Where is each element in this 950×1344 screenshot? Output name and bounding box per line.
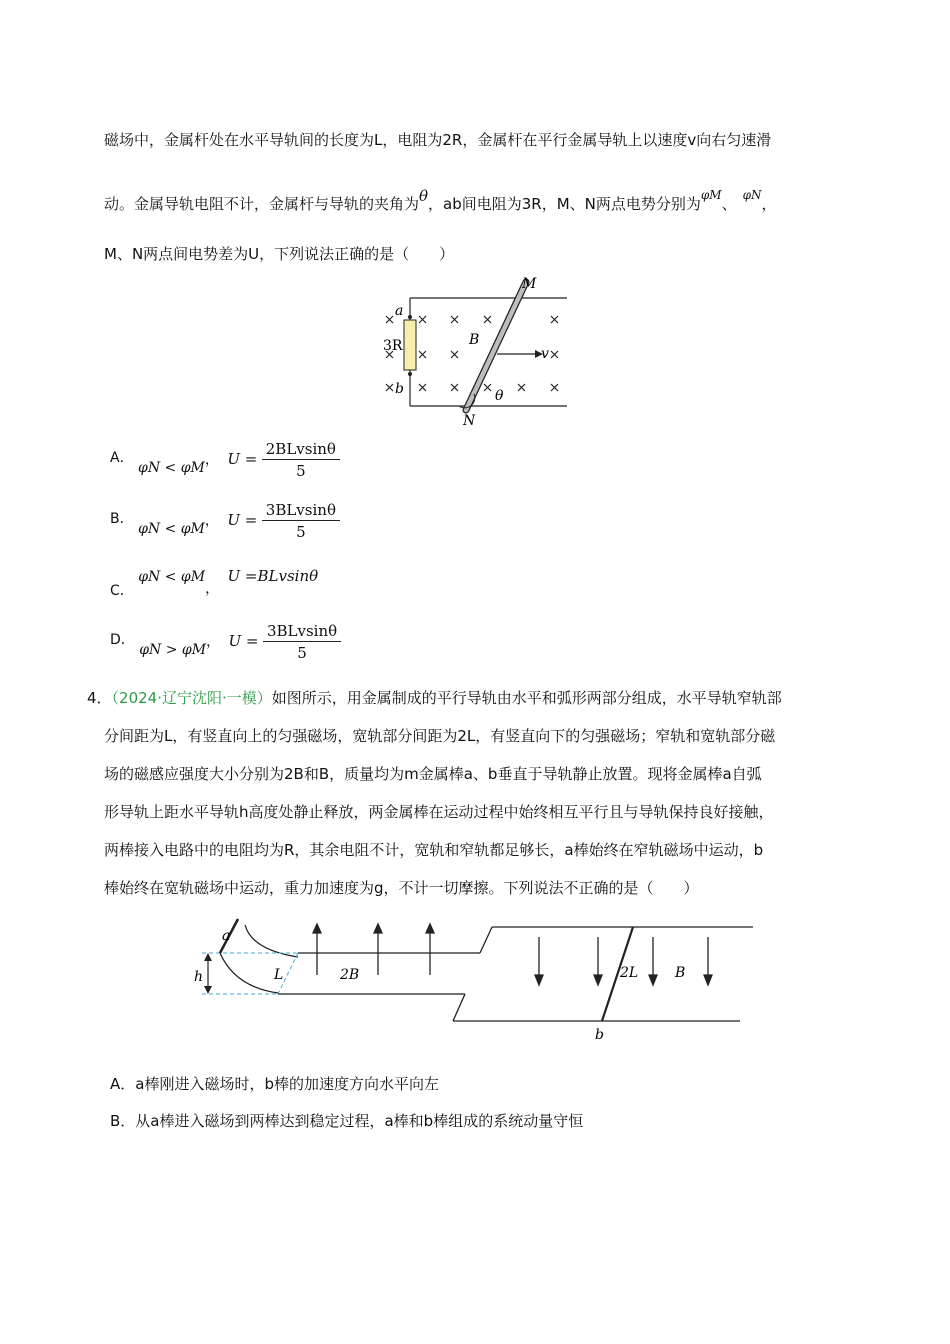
- q4-option-a[interactable]: A．a棒刚进入磁场时，b棒的加速度方向水平向左: [110, 1075, 439, 1093]
- q3-circuit-figure: [375, 270, 575, 430]
- label-B: B: [469, 332, 480, 348]
- q4-line-4: 形导轨上距水平导轨h高度处静止释放，两金属棒在运动过程中始终相互平行且与导轨保持良好接触，: [104, 803, 774, 821]
- q3-line-2: 动。金属导轨电阻不计，金属杆与导轨的夹角为θ，ab间电阻为3R，M、N两点电势分别为$^{\varphi M}$、 $^{\varphi N}$，: [104, 187, 777, 213]
- label-a: a: [222, 928, 231, 944]
- label-theta: θ: [495, 388, 504, 404]
- label-B: B: [675, 965, 686, 981]
- label-M: M: [522, 276, 537, 292]
- question-number: 4．: [87, 689, 112, 707]
- q3-option-d[interactable]: D． φN > φM， U = $\frac{\text{3BLvsinθ}}{5}$: [110, 622, 341, 662]
- q4-line-5: 两棒接入电路中的电阻均为R，其余电阻不计，宽轨和窄轨都足够长，a棒始终在窄轨磁场中运动，b: [104, 841, 764, 859]
- label-b: b: [595, 1027, 604, 1043]
- phi-m-symbol: φM: [700, 188, 722, 202]
- label-2B: 2B: [340, 967, 360, 983]
- label-v: v: [541, 346, 549, 362]
- label-L: L: [274, 967, 284, 983]
- label-a: a: [395, 303, 404, 319]
- label-h: h: [194, 969, 204, 985]
- q3-option-c[interactable]: C． φN < φM， U =BLvsinθ: [110, 567, 319, 599]
- q4-rail-figure: [190, 915, 760, 1045]
- q3-line-1: 磁场中，金属杆处在水平导轨间的长度为L，电阻为2R，金属杆在平行金属导轨上以速度v向右匀速滑: [104, 131, 772, 149]
- label-N: N: [463, 413, 476, 429]
- question-source: （2024·辽宁沈阳·一模）: [111, 689, 272, 707]
- q3-option-a[interactable]: A． φN < φM， U = $\frac{\text{2BLvsinθ}}{5}$: [110, 440, 340, 480]
- phi-n-symbol: φN: [742, 188, 762, 202]
- q4-option-b[interactable]: B．从a棒进入磁场到两棒达到稳定过程，a棒和b棒组成的系统动量守恒: [110, 1112, 584, 1130]
- label-b: b: [395, 381, 404, 397]
- q4-line-6: 棒始终在宽轨磁场中运动，重力加速度为g，不计一切摩擦。下列说法不正确的是（ ）: [104, 879, 699, 897]
- q4-line-3: 场的磁感应强度大小分别为2B和B，质量均为m金属棒a、b垂直于导轨静止放置。现将金属棒a自弧: [104, 765, 762, 783]
- fraction: $\frac{\text{3BLvsinθ}}{5}$: [263, 622, 341, 662]
- fraction: $\frac{\text{3BLvsinθ}}{5}$: [262, 501, 340, 541]
- q4-line-2: 分间距为L，有竖直向上的匀强磁场，宽轨部分间距为2L，有竖直向下的匀强磁场；窄轨和宽轨部分磁: [104, 727, 776, 745]
- q3-option-b[interactable]: B． φN < φM， U = $\frac{\text{3BLvsinθ}}{5}$: [110, 501, 340, 541]
- fraction: $\frac{\text{2BLvsinθ}}{5}$: [262, 440, 340, 480]
- label-3R: 3R: [383, 338, 403, 354]
- q4-line-1: 4．（2024·辽宁沈阳·一模）如图所示，用金属制成的平行导轨由水平和弧形两部分组成，水平导轨窄轨部: [87, 689, 782, 707]
- label-2L: 2L: [620, 965, 639, 981]
- q3-line-3: M、N两点间电势差为U，下列说法正确的是（ ）: [104, 245, 455, 263]
- theta-symbol: θ: [419, 187, 429, 205]
